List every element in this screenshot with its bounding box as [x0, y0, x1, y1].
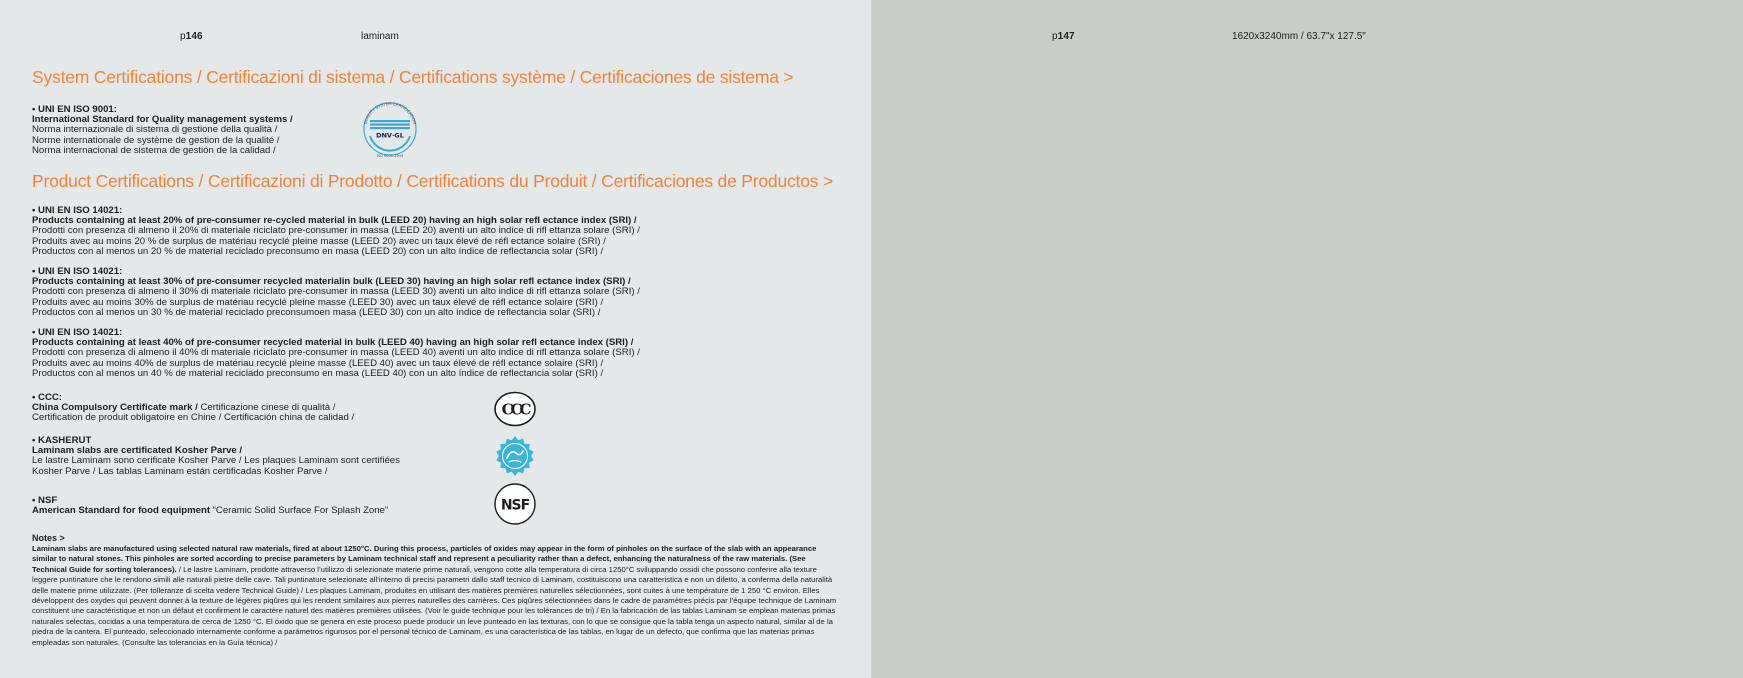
kasherut-line-2: Kosher Parve / Las tablas Laminam están certificadas Kosher Parve /: [32, 465, 328, 477]
notes-title: Notes >: [32, 533, 65, 543]
iso9001-block: [32, 105, 293, 156]
kasherut-head: • KASHERUT: [32, 435, 92, 446]
left-folio: [180, 31, 203, 42]
leed20-line-es: Productos con al menos un 20 % de material reciclado preconsumo en masa (LEED 20) con un alto índice de reflectancia solar (SRI) /: [32, 245, 604, 257]
nsf-lead: American Standard for food equipment: [32, 505, 211, 517]
leed30-line-es: Productos con al menos un 30 % de material reciclado preconsumoen masa (LEED 30) con un alto índice de reflectancia solar (SRI) /: [32, 306, 601, 318]
ccc-line-fr-es: Certification de produit obligatoire en Chine / Certificación china de calidad /: [32, 412, 355, 424]
ccc-head: • CCC:: [32, 392, 63, 403]
nsf-lead-rest: “Ceramic Solid Surface For Splash Zone”: [210, 505, 389, 517]
leed40-line-es: Productos con al menos un 40 % de material reciclado preconsumo en masa (LEED 40) con un alto índice de reflectancia solar (SRI) /: [32, 367, 604, 379]
iso9001-line-it: Norma internazionale di sistema di gestione della qualità /: [32, 124, 278, 136]
leed30-block: [32, 267, 640, 318]
ccc-lead-rest: Certificazione cinese di qualità /: [197, 402, 336, 414]
leed30-lead: Products containing at least 30% of pre-consumer recycled materialin bulk (LEED 30) having an high solar refl ectance index (SRI) /: [32, 276, 631, 288]
folio-prefix: p: [1052, 31, 1058, 42]
folio-number: 146: [185, 31, 203, 42]
folio-prefix: p: [180, 31, 186, 42]
dnv-arc-text: QUALITY SYSTEM CERTIFICATION: [362, 100, 418, 125]
leed40-head: • UNI EN ISO 14021:: [32, 327, 123, 338]
notes-body-text: / Le lastre Laminam, prodotte attraverso l’utilizzo di selezionate materie prime naturali, vengono cotte alla temperatura di circa 1250°C sviluppando ossidi che possono conferire alla texture leggere puntinature che le rendono simili alle naturali pietre delle cave. Tali puntinature selezionate all’interno di precisi parametri dallo staff tecnico di Laminam, costituiscono una caratteristica e non un difetto, a conferma della naturalità delle materie prime utilizzate. (Per tolleranze di scelta vedere Technical Guide) / Les plaques Laminam, produites en utilisant des matières premières naturelles sélectionnées, sont cuites à une température de 1 250 °C environ. Elles développent des oxydes qui peuvent donner à la texture de légères piqûres qui les rendent similaires aux pierres naturelles des carrières. Ces piqûres sélectionnées dans le cadre de paramètres précis par l’équipe technique de Laminam constituent une caractéristique et non un défaut et confirment le caractère naturel des matières premières utilisées. (Voir le guide technique pour les tolérances de tri) / En la fabricación de las tablas Laminam se emplean materias primas naturales selectas, cocidas a una temperatura de cerca de 1250 °C. El óxido que se genera en este proceso puede producir un leve punteado en las texturas, con lo que se consigue que la tabla tenga un aspecto natural, similar al de la piedra de la cantera. El punteado, seleccionado internamente conforme a parámetros rigurosos por el personal técnico de Laminam, es una característica de las tablas, en lugar de un defecto, que confirma que las materias primas empleadas son naturales. (Consulte las tolerancias en la Guía técnica) /: [32, 564, 837, 647]
dnv-brand-text: DNV·GL: [376, 131, 404, 140]
notes-bold-text: Laminam slabs are manufactured using selected natural raw materials, fired at about 1250°C. During this process, particles of oxides may appear in the form of pinholes on the surface of the slab with an appearance similar to natural stones. This pinholes are sorted according to precise parameters by Laminam technical staff and represent a peculiarity rather than a defect, enhancing the naturalness of the raw materials. (See Technical Guide for sorting tolerances).: [32, 544, 817, 574]
kosher-seal-logo: [494, 435, 536, 477]
leed40-block: [32, 328, 640, 379]
notes-section: [32, 533, 840, 648]
iso9001-line-fr: Norme internationale de système de gestion de la qualité /: [32, 134, 280, 146]
product-certifications-title: Product Certifications / Certificazioni di Prodotto / Certifications du Produit / Certificaciones de Productos >: [32, 171, 833, 191]
nsf-head: • NSF: [32, 495, 58, 506]
leed40-lead: Products containing at least 40% of pre-consumer recycled material in bulk (LEED 40) having an high solar refl ectance index (SRI) /: [32, 337, 634, 349]
dnv-std-text: ISO 9001:2015: [376, 154, 404, 158]
leed20-line-it: Prodotti con presenza di almeno il 20% di materiale riciclato pre-consumer in massa (LEED 20) aventi un alto indice di rifl ettanza solare (SRI) /: [32, 225, 640, 237]
ccc-logo-text: CCC: [501, 400, 529, 419]
leed20-head: • UNI EN ISO 14021:: [32, 205, 123, 216]
kasherut-block: [32, 436, 400, 477]
right-page: [871, 0, 1743, 678]
right-running-head: 1620x3240mm / 63.7"x 127.5": [1232, 31, 1366, 42]
nsf-logo-text: NSF: [500, 497, 530, 514]
leed20-line-fr: Produits avec au moins 20 % de surplus de matériau recyclé pleine masse (LEED 20) avec un taux élevé de réfl ectance solaire (SRI) /: [32, 235, 606, 247]
iso9001-lead: International Standard for Quality management systems /: [32, 114, 293, 126]
leed40-line-fr: Produits avec au moins 40% de surplus de matériau recyclé pleine masse (LEED 40) avec un taux élevé de réfl ectance solaire (SRI) /: [32, 357, 604, 369]
system-certifications-title: System Certifications / Certificazioni di sistema / Certifications système / Certificaciones de sistema >: [32, 67, 794, 87]
right-folio: [1052, 31, 1075, 42]
nsf-logo: [494, 483, 536, 525]
leed30-head: • UNI EN ISO 14021:: [32, 266, 123, 277]
kasherut-lead: Laminam slabs are certificated Kosher Parve /: [32, 445, 243, 457]
leed40-line-it: Prodotti con presenza di almeno il 40% di materiale riciclato pre-consumer in massa (LEED 40) aventi un alto indice di rifl ettanza solare (SRI) /: [32, 347, 640, 359]
leed30-line-fr: Produits avec au moins 30% de surplus de matériau recyclé pleine masse (LEED 30) avec un taux élevé de réfl ectance solaire (SRI) /: [32, 296, 604, 308]
notes-body: [32, 544, 840, 648]
left-page: [0, 0, 871, 678]
ccc-block: [32, 393, 354, 424]
ccc-mark-logo: [494, 391, 536, 427]
nsf-block: [32, 496, 388, 516]
kasherut-line-1: Le lastre Laminam sono cerificate Kosher Parve / Les plaques Laminam sont certifiées: [32, 455, 400, 467]
leed20-lead: Products containing at least 20% of pre-consumer re-cycled material in bulk (LEED 20) having an high solar refl ectance index (SRI) /: [32, 215, 637, 227]
left-running-head: laminam: [361, 31, 399, 42]
folio-number: 147: [1057, 31, 1075, 42]
iso9001-line-es: Norma internacional de sistema de gestión de la calidad /: [32, 144, 276, 156]
ccc-lead: China Compulsory Certificate mark /: [32, 402, 198, 414]
leed30-line-it: Prodotti con presenza di almeno il 30% di materiale riciclato pre-consumer in massa (LEED 30) aventi un alto indice di rifl ettanza solare (SRI) /: [32, 286, 640, 298]
iso9001-head: • UNI EN ISO 9001:: [32, 104, 117, 115]
leed20-block: [32, 206, 640, 257]
dnv-gl-certification-logo: [357, 98, 423, 160]
